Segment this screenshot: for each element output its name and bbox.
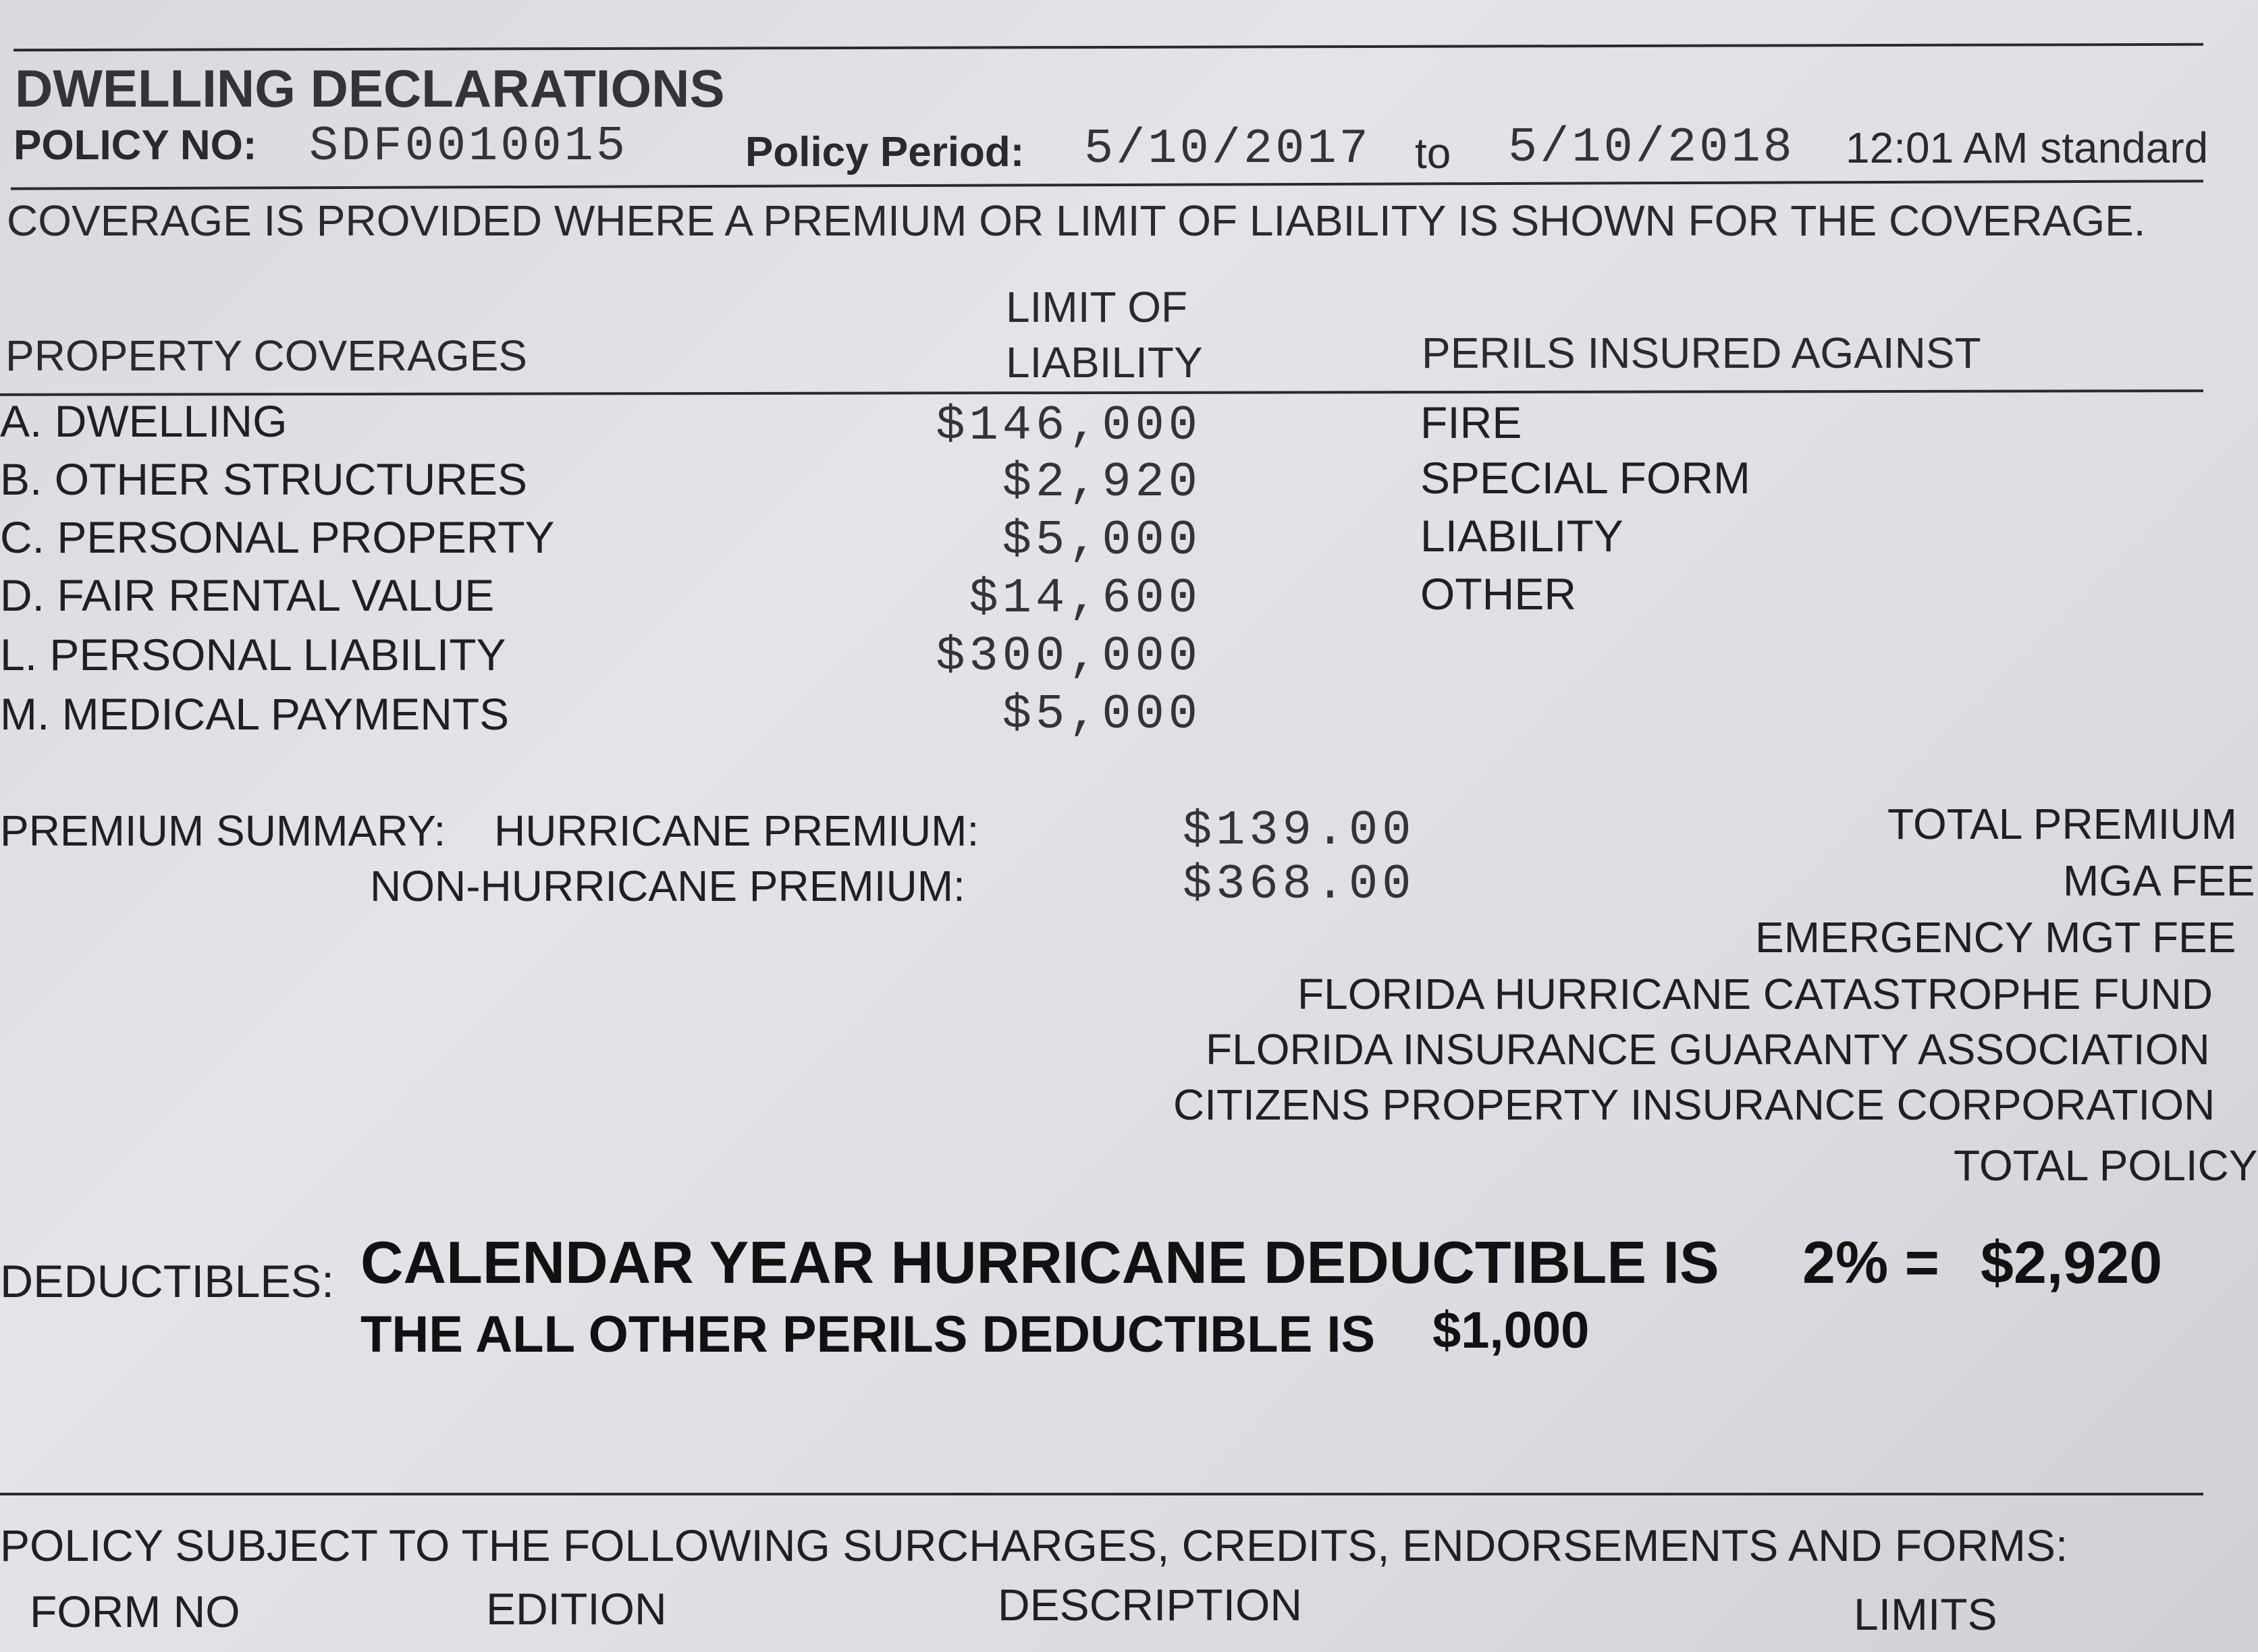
hurricane-deductible-amount: $2,920	[1981, 1229, 2163, 1296]
policy-period-time: 12:01 AM standard	[1846, 123, 2209, 172]
fee-figa: FLORIDA INSURANCE GUARANTY ASSOCIATION	[1206, 1025, 2210, 1074]
coverage-label: D. FAIR RENTAL VALUE	[0, 570, 495, 620]
coverage-peril: FIRE	[1420, 397, 1522, 447]
page-title: DWELLING DECLARATIONS	[15, 59, 725, 118]
fee-citizens: CITIZENS PROPERTY INSURANCE CORPORATION	[1173, 1080, 2215, 1129]
premium-summary-label: PREMIUM SUMMARY:	[0, 806, 446, 855]
coverage-limit: $146,000	[936, 398, 1202, 453]
col-perils: PERILS INSURED AGAINST	[1422, 329, 1981, 377]
coverage-limit: $5,000	[1002, 687, 1202, 742]
fee-emergency-mgt: EMERGENCY MGT FEE	[1755, 913, 2236, 962]
col-description: DESCRIPTION	[998, 1580, 1303, 1630]
hurricane-deductible-pct: 2% =	[1802, 1229, 1940, 1296]
coverage-label: M. MEDICAL PAYMENTS	[0, 689, 510, 739]
coverage-notice: COVERAGE IS PROVIDED WHERE A PREMIUM OR LIMIT OF LIABILITY IS SHOWN FOR THE COVERAGE.	[7, 196, 2146, 245]
coverage-label: A. DWELLING	[0, 396, 288, 446]
col-limits: LIMITS	[1854, 1589, 1997, 1639]
coverage-peril: OTHER	[1420, 569, 1576, 619]
policy-period-end: 5/10/2018	[1508, 120, 1795, 175]
forms-rule	[0, 1493, 2203, 1495]
coverage-limit: $300,000	[936, 629, 1202, 684]
fee-fhcf: FLORIDA HURRICANE CATASTROPHE FUND	[1297, 970, 2213, 1018]
col-limit-line2: LIABILITY	[1006, 338, 1203, 387]
hurricane-premium-label: HURRICANE PREMIUM:	[494, 806, 979, 855]
policy-no-value: SDF0010015	[309, 119, 628, 174]
coverage-limit: $14,600	[969, 571, 1202, 626]
hurricane-premium-value: $139.00	[1183, 803, 1416, 858]
header-rule	[11, 180, 2203, 190]
non-hurricane-premium-label: NON-HURRICANE PREMIUM:	[370, 862, 965, 910]
fee-mga: MGA FEE	[2063, 856, 2255, 905]
coverage-limit: $5,000	[1002, 513, 1202, 568]
coverage-peril: LIABILITY	[1420, 511, 1623, 561]
col-form-no: FORM NO	[30, 1587, 240, 1636]
coverage-label: L. PERSONAL LIABILITY	[0, 630, 506, 680]
policy-period-label: Policy Period:	[745, 129, 1025, 175]
col-limit-line1: LIMIT OF	[1006, 283, 1188, 331]
policy-period-to: to	[1415, 129, 1451, 177]
hurricane-deductible-text: CALENDAR YEAR HURRICANE DEDUCTIBLE IS	[360, 1229, 1719, 1296]
policy-period-start: 5/10/2017	[1084, 121, 1371, 177]
other-perils-deductible-text: THE ALL OTHER PERILS DEDUCTIBLE IS	[360, 1306, 1376, 1363]
deductibles-label: DEDUCTIBLES:	[0, 1256, 334, 1307]
fee-total-policy: TOTAL POLICY	[1954, 1141, 2258, 1190]
coverage-limit: $2,920	[1002, 455, 1202, 510]
coverage-label: C. PERSONAL PROPERTY	[0, 512, 555, 562]
table-header-rule	[0, 389, 2203, 396]
policy-no-label: POLICY NO:	[14, 122, 257, 169]
col-property-coverages: PROPERTY COVERAGES	[5, 331, 527, 380]
other-perils-deductible-amount: $1,000	[1432, 1302, 1590, 1359]
non-hurricane-premium-value: $368.00	[1183, 857, 1416, 912]
coverage-peril: SPECIAL FORM	[1420, 453, 1750, 503]
col-edition: EDITION	[486, 1584, 667, 1634]
coverage-label: B. OTHER STRUCTURES	[0, 454, 528, 504]
forms-heading: POLICY SUBJECT TO THE FOLLOWING SURCHARGES, CREDITS, ENDORSEMENTS AND FORMS:	[0, 1520, 2068, 1570]
top-rule	[14, 43, 2203, 51]
fee-total-premium: TOTAL PREMIUM	[1887, 800, 2237, 848]
